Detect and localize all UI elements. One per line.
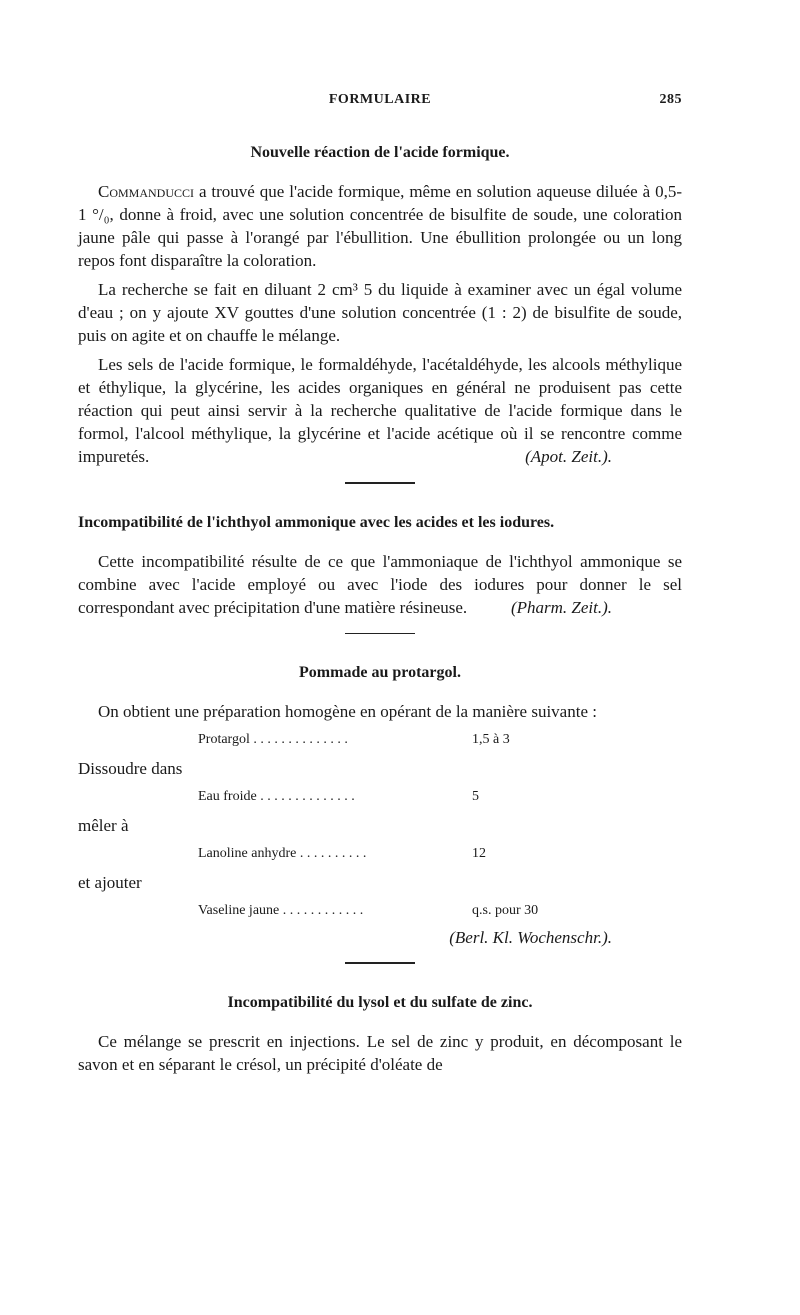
ingredient-quantity: 1,5 à 3 (472, 732, 510, 747)
paragraph: Ce mélange se prescrit en injections. Le sel de zinc y produit, en décomposant le savon et en séparant le crésol, un précipité d'oléate de (78, 1031, 682, 1074)
paragraph (78, 180, 682, 272)
ingredient-name: Eau froide . . . . . . . . . . . . . . (198, 789, 355, 804)
paragraph-text: a trouvé que l'acide formique, même en solution aqueuse diluée à 0,5-1 °/₀, donne à froid, avec une solution concentrée de bisulfite de soude, une coloration jaune pâle qui passe à l'orangé par l'ébullition. Une ébullition prolongée ou un long repos font disparaître la coloration. (78, 182, 682, 270)
source-citation: (Pharm. Zeit.). (510, 597, 612, 617)
source-citation: (Berl. Kl. Wochenschr.). (449, 928, 612, 947)
ingredient-name: Lanoline anhydre . . . . . . . . . . (198, 846, 367, 861)
recipe-instruction: et ajouter (78, 873, 142, 892)
paragraph (78, 550, 682, 619)
source-citation: (Apot. Zeit.). (525, 447, 612, 466)
ingredient-name: Vaseline jaune . . . . . . . . . . . . (198, 903, 364, 918)
author-name: Commanducci (98, 182, 195, 201)
ingredient-quantity: 12 (472, 846, 486, 861)
section-heading-lysol: Incompatibilité du lysol et du sulfate de zinc. (227, 993, 533, 1011)
ingredient-quantity: q.s. pour 30 (472, 903, 539, 918)
section-rule (345, 633, 415, 635)
paragraph-text: Les sels de l'acide formique, le formaldéhyde, l'acétaldéhyde, les alcools méthylique et éthylique, la glycérine, les acides organiques en général ne produisent pas cette réaction qui peut ainsi servir à la recherche qualitative de l'acide formique dans le formol, l'alcool méthylique, la glycérine et l'acide acétique où il se rencontre comme impuretés. (78, 355, 682, 466)
section-rule (345, 482, 415, 484)
paragraph (78, 353, 682, 468)
section-heading-ichthyol: Incompatibilité de l'ichthyol ammonique avec les acides et les iodures. (78, 513, 555, 531)
section-heading-acide-formique: Nouvelle réaction de l'acide formique. (250, 144, 510, 161)
recipe-item (78, 845, 682, 863)
ingredient-name: Protargol . . . . . . . . . . . . . . (198, 732, 348, 747)
recipe-instruction: mêler à (78, 816, 129, 835)
paragraph-text: Cette incompatibilité résulte de ce que l'ammoniaque de l'ichthyol ammonique se combine avec l'acide employé ou avec l'iode des iodures pour donner le sel correspondant avec précipitation d'une matière résineuse. (78, 551, 682, 617)
ingredient-quantity: 5 (472, 789, 479, 804)
page-number: 285 (659, 92, 682, 107)
paragraph: On obtient une préparation homogène en opérant de la manière suivante : (98, 702, 597, 721)
paragraph: La recherche se fait en diluant 2 cm³ 5 du liquide à examiner avec un égal volume d'eau ; on y ajoute XV gouttes d'une solution concentrée (1 : 2) de bisulfite de soude, puis on agite et on chauffe le mélange. (78, 280, 682, 345)
recipe-instruction: Dissoudre dans (78, 759, 183, 778)
section-heading-protargol: Pommade au protargol. (299, 664, 461, 681)
running-title: FORMULAIRE (328, 92, 432, 107)
section-rule (345, 962, 415, 964)
page-content (78, 144, 682, 1076)
recipe-item (78, 902, 682, 920)
recipe-item (78, 731, 682, 749)
recipe-item (78, 788, 682, 806)
